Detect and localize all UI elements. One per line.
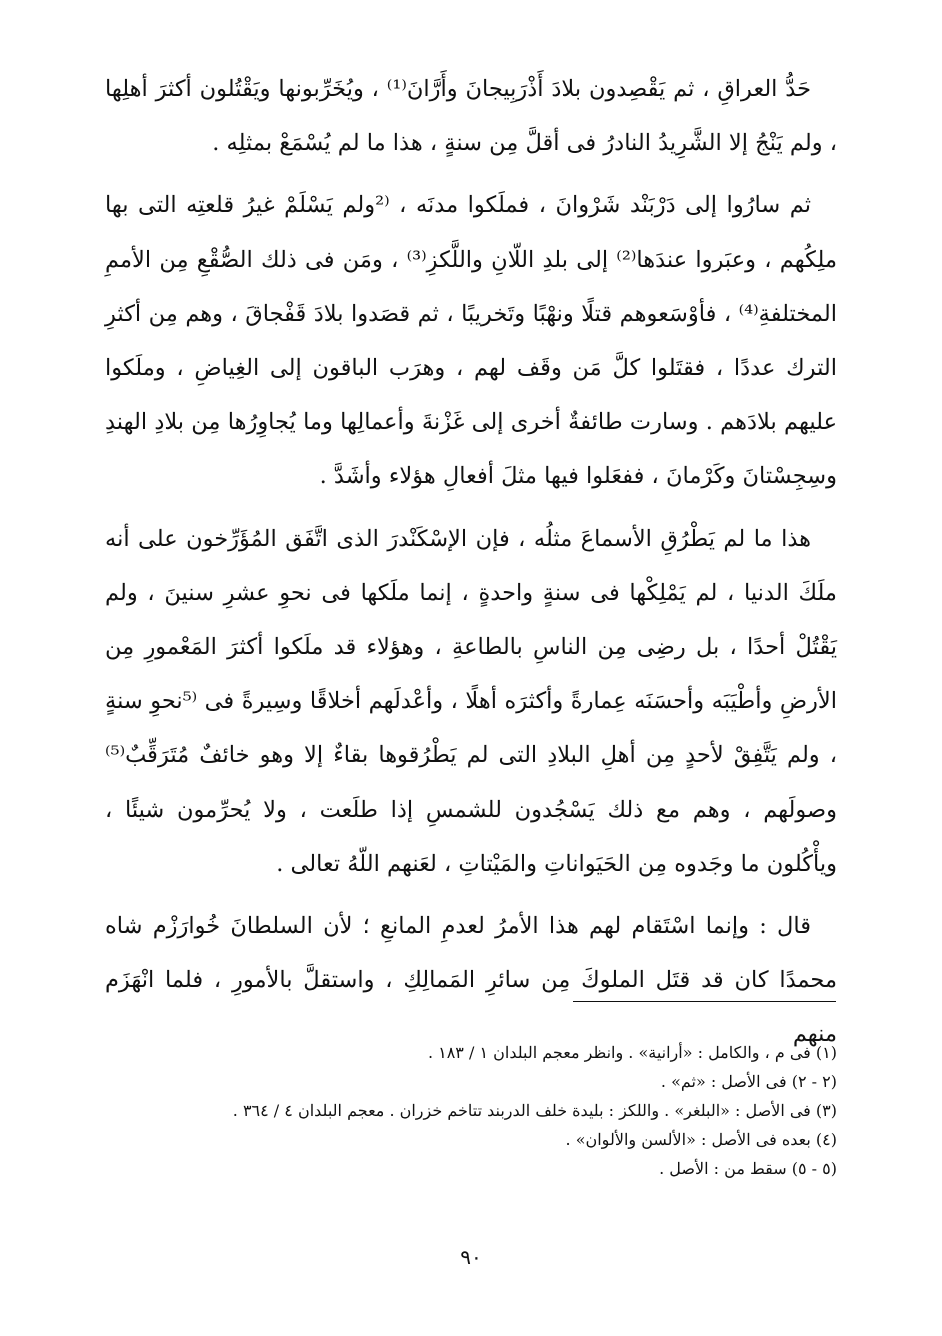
footnote-5: (٥ - ٥) سقط من : الأصل . [659,1159,837,1178]
footnote-1: (١) فى م ، والكامل : «أرانية» . وانظر معجم البلدان ١ / ١٨٣ . [427,1043,837,1062]
footnote-separator-rule [573,1001,836,1002]
paragraph-2: ثم سارُوا إلى دَرْبَنْد شَرْوانَ ، فملَكوا مدنَه ، ⁽²ولم يَسْلَمْ غيرُ قلعتِه التى بها ملِكُهم ، وعبَروا عندَها⁽²⁾ إلى بلدِ اللّانِ واللَّكزِ⁽³⁾ ، ومَن فى ذلك الصُّقْعِ مِن الأممِ المختلفةِ⁽⁴⁾ ، فأوْسَعوهم قتلًا ونهْبًا وتَخريبًا ، ثم قصَدوا بلادَ قَفْجاقَ ، وهم مِن أكثرِ الترك عددًا ، فقتَلوا كلَّ مَن وقَف لهم ، وهرَب الباقون إلى الغِياضِ ، وملَكوا عليهم بلادَهم . وسارت طائفةٌ أخرى إلى غَزْنةَ وأعمالِها وما يُجاوِرُها مِن بلادِ الهندِ وسِجِسْتانَ وكَرْمانَ ، ففعَلوا فيها مثلَ أفعالِ هؤلاء وأشَدَّ . [105,192,838,490]
page-number: ٩٠ [460,1245,482,1269]
footnotes [105,1038,837,1183]
paragraph-3: هذا ما لم يَطْرُقِ الأسماعَ مثلُه ، فإن الإسْكَنْدرَ الذى اتَّفَق المُؤَرِّخون على أنه ملَكَ الدنيا ، لم يَمْلِكْها فى سنةٍ واحدةٍ ، إنما ملَكها فى نحوِ عشرِ سنينَ ، ولم يَقْتُلْ أحدًا ، بل رضِى مِن الناسِ بالطاعةِ ، وهؤلاء قد ملَكوا أكثرَ المَعْمورِ مِن الأرضِ وأطْيَبَه وأحسَنَه عِمارةً وأكثرَه أهلًا ، وأعْدلَهم أخلاقًا وسِيرةً فى ⁽⁵نحوِ سنةٍ ، ولم يَتَّفِقْ لأحدٍ مِن أهلِ البلادِ التى لم يَطْرُقوها بقاءٌ إلا وهو خائفٌ مُتَرَقِّبٌ⁽⁵⁾ وصولَهم ، وهم مع ذلك يَسْجُدون للشمسِ إذا طلَعت ، ولا يُحرِّمون شيئًا ، ويأْكُلون ما وجَدوه مِن الحَيَواناتِ والمَيْتاتِ ، لعَنهم اللّهُ تعالى . [105,525,837,877]
paragraph-1: حَدُّ العراقِ ، ثم يَقْصِدون بلادَ أَذْرَبِيجانَ وأَرَّانَ⁽¹⁾ ، ويُخَرِّبونها ويَقْتُلون أكثرَ أهلِها ، ولم يَنْجُ إلا الشَّرِيدُ النادرُ فى أقلَّ مِن سنةٍ ، هذا ما لم يُسْمَعْ بمثلِه . [105,76,837,157]
footnote-4: (٤) بعده فى الأصل : «الألسن والألوان» . [565,1130,837,1149]
main-text [105,62,837,1062]
footnote-3: (٣) فى الأصل : «البلغر» . واللكز : بليدة خلف الدربند تتاخم خزران . معجم البلدان ٤ / ٣٦٤ . [232,1101,837,1120]
footnote-2: (٢ - ٢) فى الأصل : «ثم» . [660,1072,837,1091]
paragraph-4: قال : وإنما اسْتَقام لهم هذا الأمرُ لعدمِ المانعِ ؛ لأن السلطانَ خُوارَزْم شاه محمدًا كان قد قتَل الملوكَ مِن سائرِ المَمالِكِ ، واستقلَّ بالأمورِ ، فلما انْهَزَم منهم [105,913,837,1048]
